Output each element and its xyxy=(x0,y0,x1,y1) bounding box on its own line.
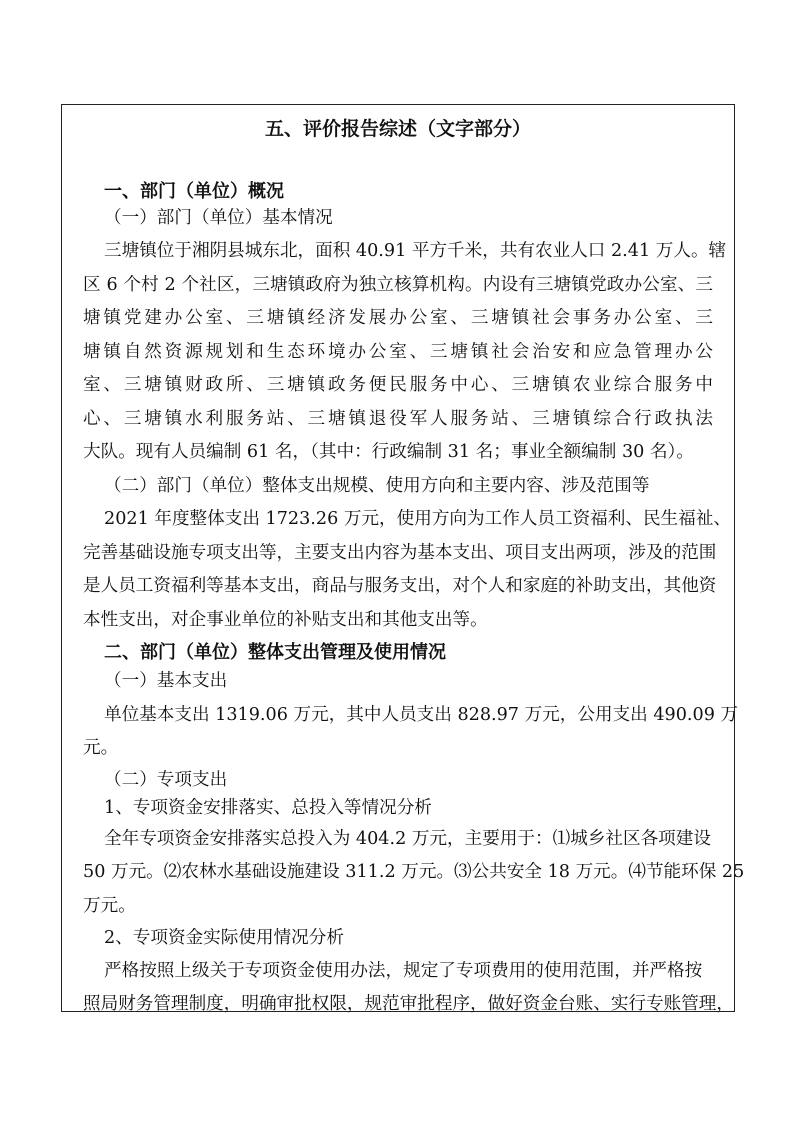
section-2-heading: 二、部门（单位）整体支出管理及使用情况 xyxy=(104,642,446,663)
section-2-item-2-line-2: 照局财务管理制度，明确审批权限，规范审批程序，做好资金台账、实行专账管理， xyxy=(83,994,734,1014)
section-2-sub-2-heading: （二）专项支出 xyxy=(104,770,228,790)
section-1-sub-1-line-7: 大队。现有人员编制 61 名，（其中：行政编制 31 名；事业全额编制 30 名）。 xyxy=(83,442,694,462)
section-1-sub-1-line-2: 区 6 个村 2 个社区，三塘镇政府为独立核算机构。内设有三塘镇党政办公室、三 xyxy=(83,275,713,295)
section-1-sub-2-line-2: 完善基础设施专项支出等，主要支出内容为基本支出、项目支出两项，涉及的范围 xyxy=(83,543,717,563)
section-2-item-1-line-3: 万元。 xyxy=(83,896,136,916)
report-title: 五、评价报告综述（文字部分） xyxy=(264,118,531,140)
section-2-sub-1-heading: （一）基本支出 xyxy=(104,671,228,691)
section-1-sub-1-line-1: 三塘镇位于湘阴县城东北，面积 40.91 平方千米，共有农业人口 2.41 万人。辖 xyxy=(104,241,727,261)
section-2-item-2-line-1: 严格按照上级关于专项资金使用办法，规定了专项费用的使用范围，并严格按 xyxy=(104,961,703,981)
section-2-item-1-line-1: 全年专项资金安排落实总投入为 404.2 万元，主要用于：⑴城乡社区各项建设 xyxy=(104,829,711,849)
section-1-heading: 一、部门（单位）概况 xyxy=(104,181,284,202)
report-table-frame xyxy=(61,104,745,1014)
section-1-sub-1-line-6: 心、三塘镇水利服务站、三塘镇退役军人服务站、三塘镇综合行政执法 xyxy=(83,409,713,429)
section-1-sub-2-line-1: 2021 年度整体支出 1723.26 万元，使用方向为工作人员工资福利、民生福祉、 xyxy=(104,509,731,529)
section-2-item-2-heading: 2、专项资金实际使用情况分析 xyxy=(104,928,344,948)
section-1-sub-1-line-3: 塘镇党建办公室、三塘镇经济发展办公室、三塘镇社会事务办公室、三 xyxy=(83,308,713,328)
section-1-sub-2-heading: （二）部门（单位）整体支出规模、使用方向和主要内容、涉及范围等 xyxy=(104,476,650,496)
section-1-sub-2-line-4: 本性支出，对企事业单位的补贴支出和其他支出等。 xyxy=(83,610,488,630)
section-1-sub-2-line-3: 是人员工资福利等基本支出，商品与服务支出，对个人和家庭的补助支出，其他资 xyxy=(83,576,717,596)
section-2-sub-1-line-1: 单位基本支出 1319.06 万元，其中人员支出 828.97 万元，公用支出 490.09 万 xyxy=(104,705,739,725)
section-2-item-1-line-2: 50 万元。⑵农林水基础设施建设 311.2 万元。⑶公共安全 18 万元。⑷节能环保 25 xyxy=(83,862,745,882)
section-1-sub-1-line-4: 塘镇自然资源规划和生态环境办公室、三塘镇社会治安和应急管理办公 xyxy=(83,342,713,362)
section-1-sub-1-heading: （一）部门（单位）基本情况 xyxy=(104,208,333,228)
section-2-item-1-heading: 1、专项资金安排落实、总投入等情况分析 xyxy=(104,798,432,818)
section-1-sub-1-line-5: 室、三塘镇财政所、三塘镇政务便民服务中心、三塘镇农业综合服务中 xyxy=(83,375,713,395)
section-2-sub-1-line-2: 元。 xyxy=(83,738,119,758)
